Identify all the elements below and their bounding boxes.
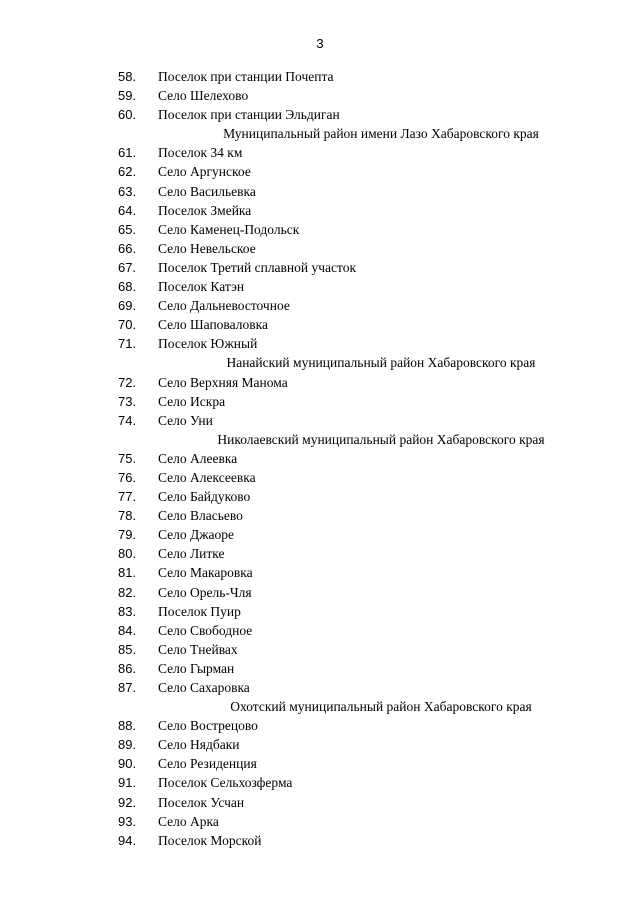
settlement-name: Поселок Сельхозферма	[158, 775, 293, 791]
settlement-name: Село Арка	[158, 813, 219, 829]
district-heading: Николаевский муниципальный район Хабаровского края	[217, 431, 545, 447]
settlement-name: Поселок Усчан	[158, 794, 245, 810]
settlement-name: Село Литке	[158, 546, 225, 562]
list-item	[0, 182, 640, 201]
settlement-name: Село Искра	[158, 393, 226, 409]
item-number: 75.	[118, 450, 137, 466]
item-number: 72.	[118, 374, 137, 390]
settlement-name: Село Шаповаловка	[158, 317, 268, 333]
item-number: 92.	[118, 794, 137, 810]
settlement-name: Поселок Третий сплавной участок	[158, 259, 357, 275]
item-number: 76.	[118, 469, 137, 485]
settlement-name: Село Сахаровка	[158, 680, 250, 695]
item-number: 70.	[118, 317, 137, 333]
item-number: 68.	[118, 279, 137, 295]
list-item	[0, 67, 640, 86]
list-item	[0, 105, 640, 124]
item-number: 78.	[118, 508, 137, 524]
item-number: 58.	[118, 69, 137, 84]
page-number: 3	[316, 36, 324, 51]
list-item	[0, 201, 640, 220]
district-heading: Нанайский муниципальный район Хабаровского края	[226, 355, 536, 371]
item-number: 93.	[118, 813, 137, 829]
settlement-name: Село Резиденция	[158, 756, 257, 772]
list-item	[0, 659, 640, 678]
list-item	[0, 277, 640, 296]
settlement-list	[0, 67, 640, 850]
list-item	[0, 735, 640, 754]
list-item	[0, 315, 640, 334]
settlement-name: Село Орель-Чля	[158, 584, 252, 600]
settlement-name: Село Макаровка	[158, 565, 253, 581]
list-item	[0, 143, 640, 162]
list-item	[0, 773, 640, 792]
item-number: 85.	[118, 641, 137, 657]
list-item	[0, 563, 640, 582]
item-number: 88.	[118, 718, 137, 734]
settlement-name: Село Шелехово	[158, 88, 249, 104]
settlement-name: Село Невельское	[158, 240, 256, 256]
list-item	[0, 506, 640, 525]
list-item	[0, 621, 640, 640]
settlement-name: Поселок при станции Эльдиган	[158, 107, 340, 123]
settlement-name: Село Свободное	[158, 622, 253, 638]
settlement-name: Поселок Пуир	[158, 603, 241, 619]
item-number: 66.	[118, 240, 137, 256]
settlement-name: Село Дальневосточное	[158, 298, 290, 314]
list-item	[0, 831, 640, 850]
list-item	[0, 468, 640, 487]
settlement-name: Село Каменец-Подольск	[158, 221, 300, 237]
list-item	[0, 373, 640, 392]
item-number: 60.	[118, 107, 137, 123]
item-number: 67.	[118, 259, 137, 275]
settlement-name: Село Байдуково	[158, 489, 251, 505]
settlement-name: Село Васильевка	[158, 183, 256, 199]
item-number: 59.	[118, 88, 137, 104]
item-number: 61.	[118, 145, 137, 161]
item-number: 81.	[118, 565, 137, 581]
item-number: 91.	[118, 775, 137, 791]
settlement-name: Село Нядбаки	[158, 737, 240, 753]
settlement-name: Село Уни	[158, 412, 213, 428]
district-heading: Муниципальный район имени Лазо Хабаровского края	[223, 126, 539, 142]
settlement-name: Поселок Южный	[158, 336, 258, 352]
list-item	[0, 296, 640, 315]
list-item	[0, 716, 640, 735]
list-item	[0, 258, 640, 277]
item-number: 62.	[118, 164, 137, 180]
item-number: 65.	[118, 221, 137, 237]
item-number: 87.	[118, 680, 137, 695]
list-item	[0, 640, 640, 659]
list-item	[0, 86, 640, 105]
list-item	[0, 678, 640, 697]
settlement-name: Поселок Катэн	[158, 279, 245, 295]
settlement-name: Село Гырман	[158, 660, 235, 676]
item-number: 63.	[118, 183, 137, 199]
list-item	[0, 544, 640, 563]
list-item	[0, 334, 640, 353]
list-item	[0, 487, 640, 506]
item-number: 69.	[118, 298, 137, 314]
district-heading: Охотский муниципальный район Хабаровского края	[230, 699, 532, 715]
list-item	[0, 525, 640, 544]
list-item	[0, 392, 640, 411]
item-number: 89.	[118, 737, 137, 753]
settlement-name: Село Верхняя Манома	[158, 374, 288, 390]
list-item	[0, 162, 640, 181]
item-number: 74.	[118, 412, 137, 428]
settlement-name: Село Аргунское	[158, 164, 251, 180]
item-number: 77.	[118, 489, 137, 505]
settlement-name: Село Джаоре	[158, 527, 235, 543]
settlement-name: Поселок Змейка	[158, 202, 252, 218]
list-item	[0, 411, 640, 430]
list-item	[0, 812, 640, 831]
list-item	[0, 220, 640, 239]
item-number: 80.	[118, 546, 137, 562]
list-item	[0, 793, 640, 812]
settlement-name: Поселок 34 км	[158, 145, 243, 161]
settlement-name: Село Тнейвах	[158, 641, 238, 657]
settlement-name: Село Алексеевка	[158, 469, 256, 485]
list-item	[0, 449, 640, 468]
item-number: 73.	[118, 393, 137, 409]
list-item	[0, 583, 640, 602]
item-number: 79.	[118, 527, 137, 543]
item-number: 83.	[118, 603, 137, 619]
settlement-name: Поселок Морской	[158, 832, 262, 848]
item-number: 84.	[118, 622, 137, 638]
list-item	[0, 239, 640, 258]
settlement-name: Поселок при станции Почепта	[158, 69, 334, 84]
list-item	[0, 754, 640, 773]
item-number: 82.	[118, 584, 137, 600]
list-item	[0, 602, 640, 621]
item-number: 71.	[118, 336, 137, 352]
settlement-name: Село Алеевка	[158, 450, 238, 466]
item-number: 90.	[118, 756, 137, 772]
settlement-name: Село Вострецово	[158, 718, 258, 734]
item-number: 64.	[118, 202, 137, 218]
settlement-name: Село Власьево	[158, 508, 243, 524]
item-number: 94.	[118, 832, 137, 848]
item-number: 86.	[118, 660, 137, 676]
